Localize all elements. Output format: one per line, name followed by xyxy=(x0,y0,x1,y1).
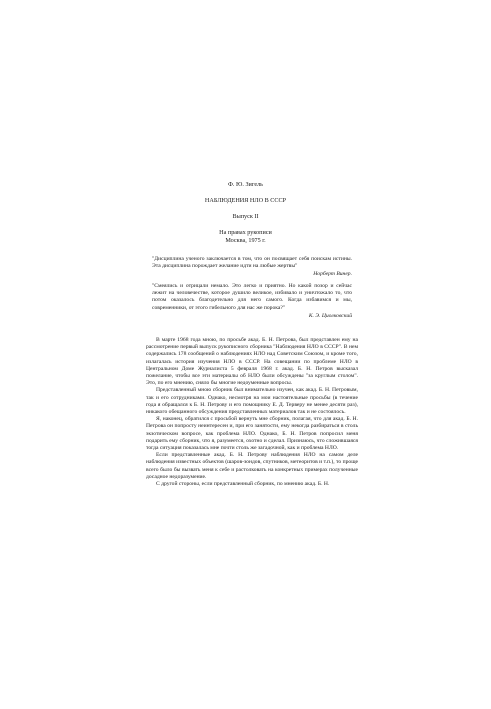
epigraph-1-author: Норберт Винер. xyxy=(313,271,352,277)
document-title: НАБЛЮДЕНИЯ НЛО В СССР xyxy=(204,197,287,204)
paragraph-3: Я, наконец, обратился с просьбой вернуть мне сборник, полагая, что для акад. Б. Н. Петрова он попросту неинтересен и, при его занятости, ему некогда разбираться в столь экзотическом вопросе, как проблема НЛО. Однако, Б. Н. Петров попросил меня подарить ему сборник, что я, разумеется, охотно и сделал. Признаюсь, что сложившаяся тогда ситуация показалась мне почти столь же загадочной, как и проблема НЛО. xyxy=(146,416,358,452)
place-year: Москва, 1975 г. xyxy=(225,237,266,244)
author-name: Ф. Ю. Зигель xyxy=(228,181,263,188)
paragraph-5: С другой стороны, если представленный сборник, по мнению акад. Б. Н. xyxy=(156,481,330,488)
epigraph-1-text: "Дисциплина ученого заключается в том, что он посвящает себя поискам истины. Эта дисциплина порождает желание идти на любые жертвы" xyxy=(152,256,352,270)
paragraph-4: Если представленные акад. Б. Н. Петрову наблюдения НЛО на самом деле наблюдения известных объектов (шаров-зондов, спутников, метеоритов и т.п.), то проще всего было бы вызвать меня к себе и растолковать на конкретных примерах полученные досадное недоразумение. xyxy=(146,452,358,480)
epigraph-2-text: "Смеялись и отрицали немало. Это легко и приятно. Но какой позор и сейчас лежит на человечестве, которое душило великое, избивало и уничтожало то, что потом оказалось благодетельно для него самого. Когда избавимся и мы, современники, от этого гибельного для нас же порока?" xyxy=(152,283,352,311)
paragraph-2: Представленный мною сборник был внимательно изучен, как акад. Б. Н. Петровым, так и его сотрудниками. Однако, несмотря на мои настоятельные просьбы (в течение года я обращался к Б. Н. Петрову и его помощнику Е. Д. Терверу не менее десяти раз), никакого обещанного обсуждения представленных материалов так и не состоялось. xyxy=(146,387,358,416)
body-text xyxy=(146,337,358,488)
epigraph-2-author: К. Э. Циолковский xyxy=(308,313,352,319)
paragraph-1: В марте 1968 года мною, по просьбе акад. Б. Н. Петрова, был представлен ему на рассмотрение первый выпуск рукописного сборника "Наблюдения НЛО в СССР". В нем содержались 178 сообщений о наблюдениях НЛО над Советским Союзом, и кроме того, излагалась история изучения НЛО в СССР. На совещании по проблеме НЛО в Центральном Доме Журналиста 5 февраля 1968 г. акад. Б. Н. Петров высказал пожелание, чтобы все эти материалы об НЛО были обсуждены "за круглым столом". Это, по его мнению, сняло бы многие недоуменные вопросы. xyxy=(146,337,358,387)
issue-number: Выпуск II xyxy=(232,213,259,220)
rights-note: На правах рукописи xyxy=(219,229,272,236)
